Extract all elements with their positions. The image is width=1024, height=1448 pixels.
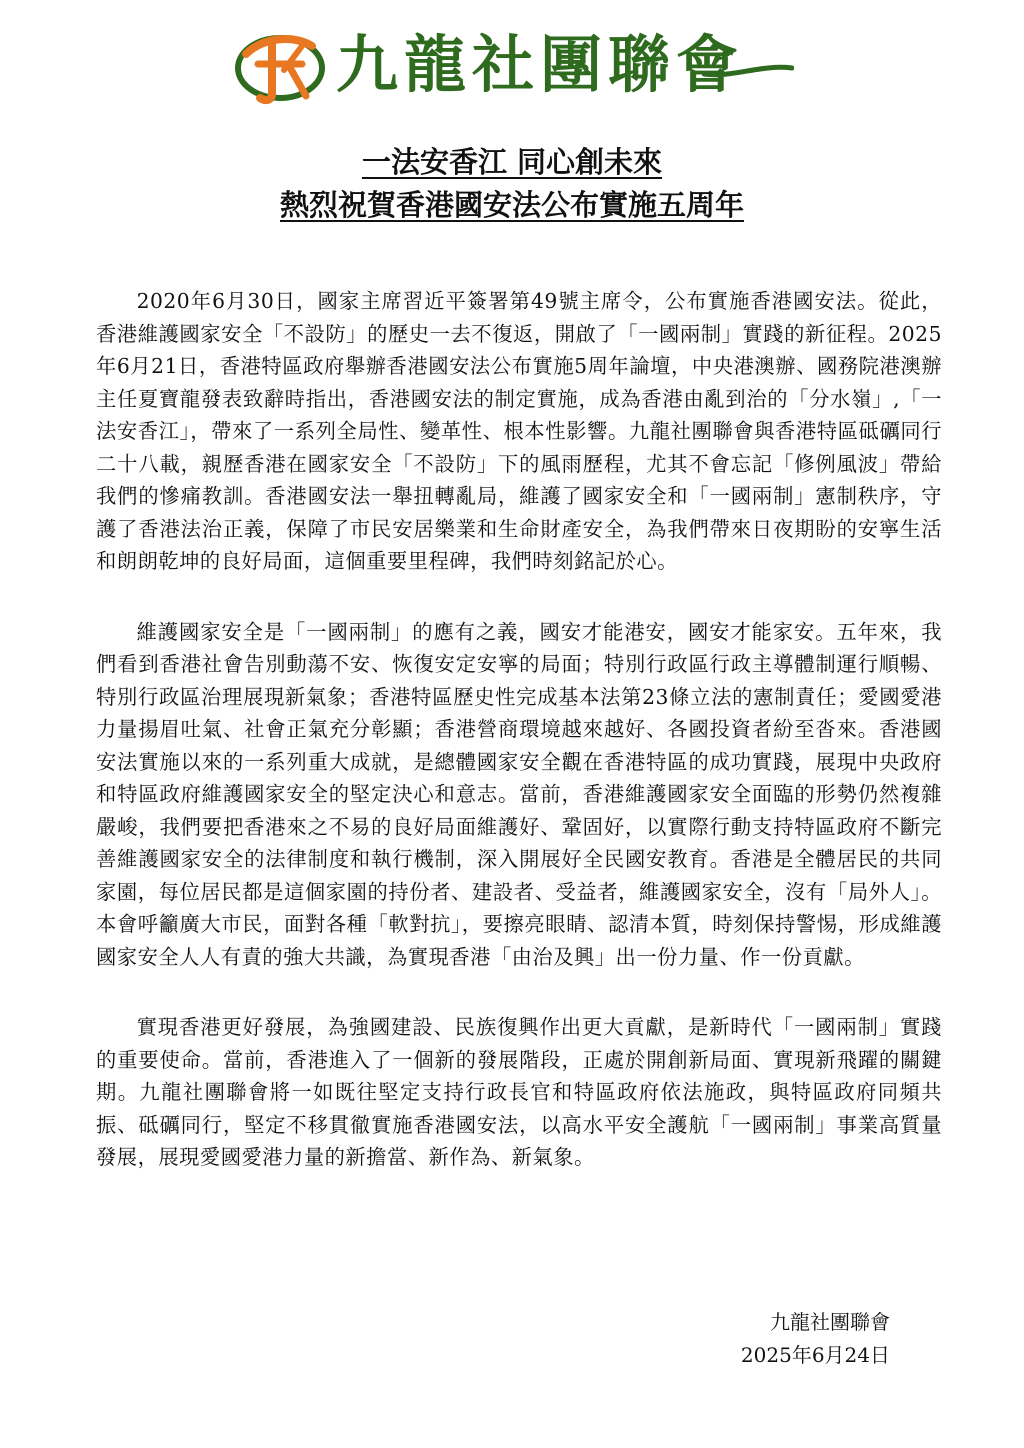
signature-block: [741, 1306, 890, 1372]
signature-org: 九龍社團聯會: [770, 1310, 890, 1334]
logo-text: 九龍社團聯會: [336, 28, 745, 101]
title-line-1-text: 一法安香江 同心創未來: [361, 145, 663, 179]
organization-logo: [232, 20, 792, 110]
paragraph-3: 實現香港更好發展，為強國建設、民族復興作出更大貢獻，是新時代「一國兩制」實踐的重要使命。當前，香港進入了一個新的發展階段，正處於開創新局面、實現新飛躍的關鍵期。九龍社團聯會將一如既往堅定支持行政長官和特區政府依法施政，與特區政府同頻共振、砥礪同行，堅定不移貫徹實施香港國安法，以高水平安全護航「一國兩制」事業高質量發展，展現愛國愛港力量的新擔當、新作為、新氣象。: [96, 1015, 942, 1169]
logo-emblem-icon: [232, 24, 328, 108]
paragraph-1: 2020年6月30日，國家主席習近平簽署第49號主席令，公布實施香港國安法。從此，香港維護國家安全「不設防」的歷史一去不復返，開啟了「一國兩制」實踐的新征程。2025年6月21日，香港特區政府舉辦香港國安法公布實施5周年論壇，中央港澳辦、國務院港澳辦主任夏寶龍發表致辭時指出，香港國安法的制定實施，成為香港由亂到治的「分水嶺」,「一法安香江」，帶來了一系列全局性、變革性、根本性影響。九龍社團聯會與香港特區砥礪同行二十八載，親歷香港在國家安全「不設防」下的風雨歷程，尤其不會忘記「修例風波」帶給我們的慘痛教訓。香港國安法一舉扭轉亂局，維護了國家安全和「一國兩制」憲制秩序，守護了香港法治正義，保障了市民安居樂業和生命財產安全，為我們帶來日夜期盼的安寧生活和朗朗乾坤的良好局面，這個重要里程碑，我們時刻銘記於心。: [96, 289, 942, 573]
paragraph-2: 維護國家安全是「一國兩制」的應有之義，國安才能港安，國安才能家安。五年來，我們看到香港社會告別動蕩不安、恢復安定安寧的局面；特別行政區行政主導體制運行順暢、特別行政區治理展現新氣象；香港特區歷史性完成基本法第23條立法的憲制責任；愛國愛港力量揚眉吐氣、社會正氣充分彰顯；香港營商環境越來越好、各國投資者紛至沓來。香港國安法實施以來的一系列重大成就，是總體國家安全觀在香港特區的成功實踐，展現中央政府和特區政府維護國家安全的堅定決心和意志。當前，香港維護國家安全面臨的形勢仍然複雜嚴峻，我們要把香港來之不易的良好局面維護好、鞏固好，以實際行動支持特區政府不斷完善維護國家安全的法律制度和執行機制，深入開展好全民國安教育。香港是全體居民的共同家園，每位居民都是這個家園的持份者、建設者、受益者，維護國家安全，沒有「局外人」。本會呼籲廣大市民，面對各種「軟對抗」，要擦亮眼睛、認清本質，時刻保持警惕，形成維護國家安全人人有責的強大共識，為實現香港「由治及興」出一份力量、作一份貢獻。: [96, 619, 942, 969]
title-line-2: [0, 185, 1024, 225]
title-line-1: [0, 142, 1024, 182]
letter-body: [96, 285, 942, 1212]
logo-swash-icon: [702, 56, 794, 86]
title-line-2-text: 熱烈祝賀香港國安法公布實施五周年: [279, 188, 744, 222]
signature-date: 2025年6月24日: [740, 1343, 890, 1367]
